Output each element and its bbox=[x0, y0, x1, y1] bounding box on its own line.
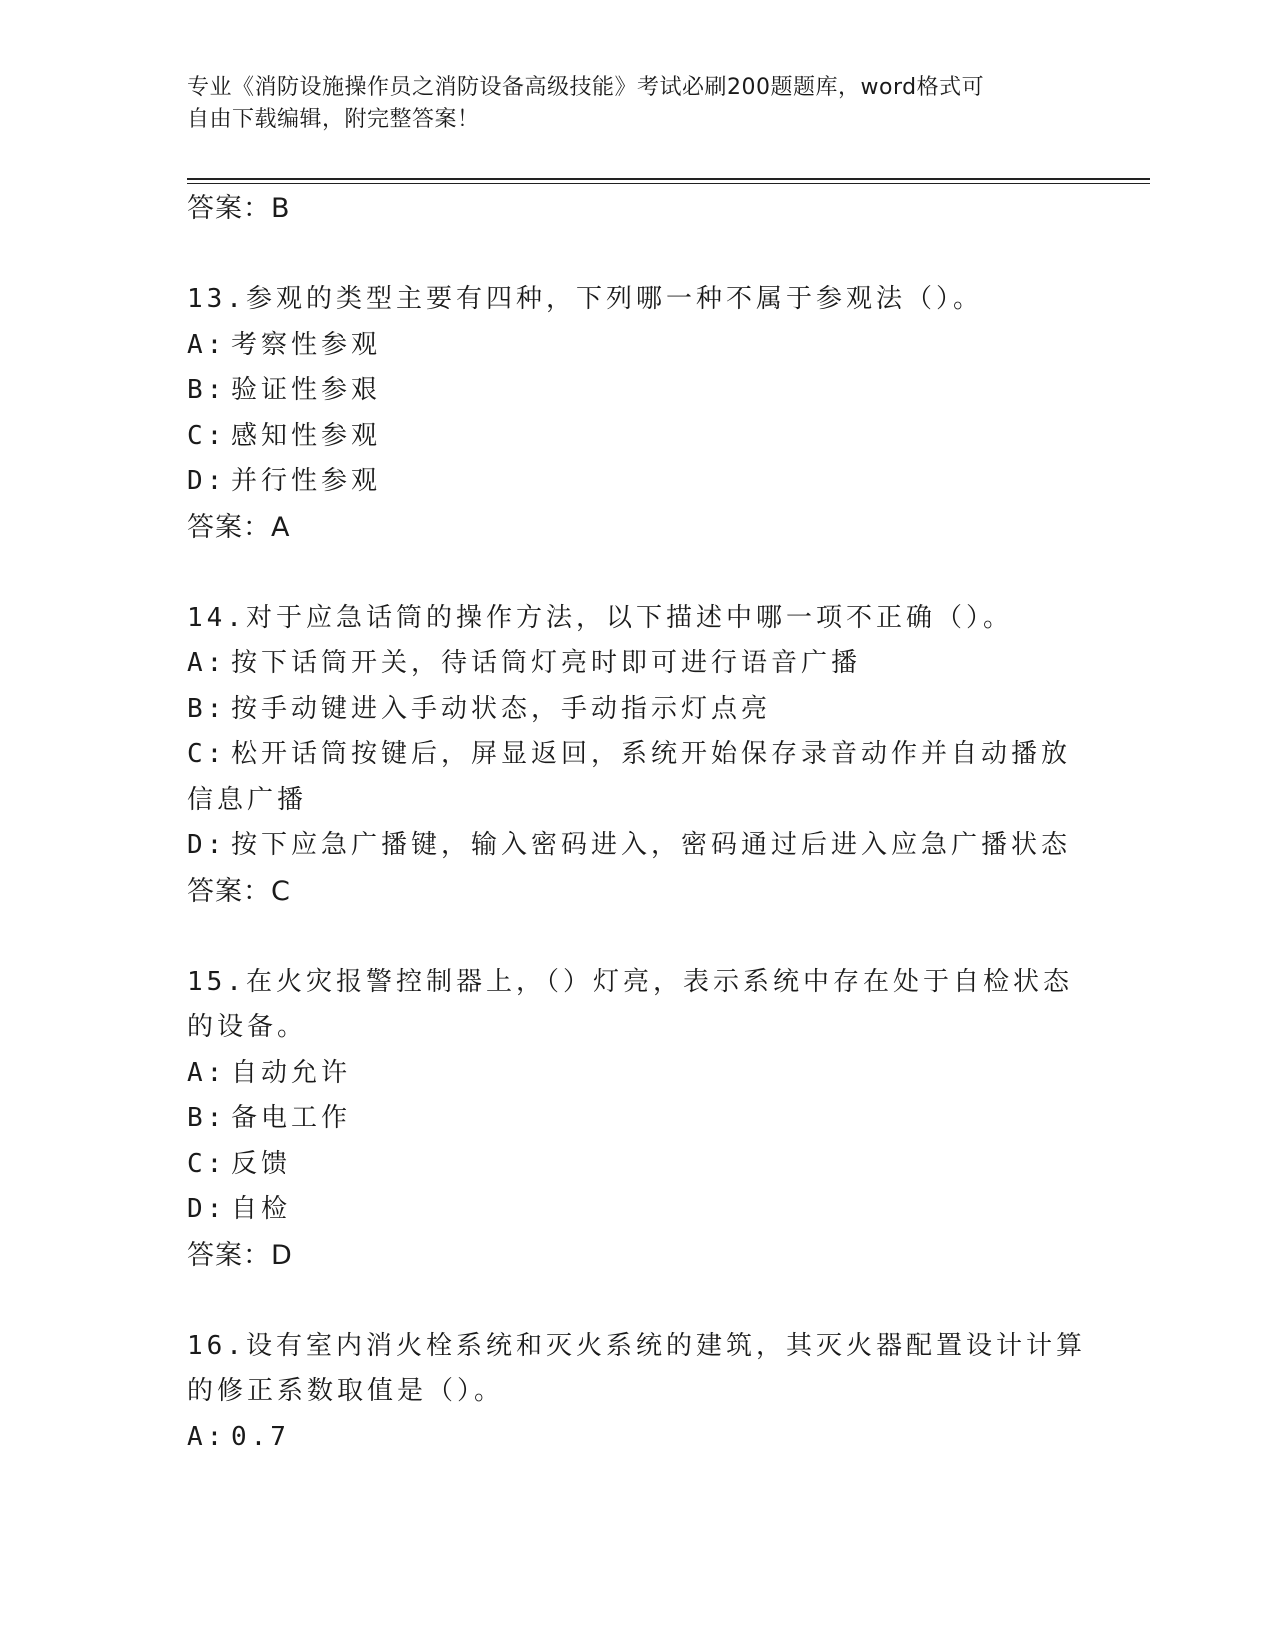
option-c bbox=[187, 414, 1087, 460]
option-text: 并行性参观 bbox=[231, 466, 382, 496]
option-a bbox=[187, 1051, 1087, 1097]
option-letter: B: bbox=[187, 375, 227, 405]
option-letter: C: bbox=[187, 739, 227, 769]
option-text: 0.7 bbox=[231, 1421, 290, 1452]
option-a bbox=[187, 641, 1087, 687]
answer: 答案：C bbox=[187, 875, 291, 907]
option-letter: B: bbox=[187, 1103, 227, 1133]
header-line-2: 自由下载编辑，附完整答案！ bbox=[187, 107, 480, 132]
option-letter: D: bbox=[187, 1194, 227, 1224]
option-d bbox=[187, 459, 1087, 505]
spacer bbox=[187, 551, 1087, 596]
option-text: 备电工作 bbox=[231, 1103, 352, 1133]
option-text: 自动允许 bbox=[231, 1057, 352, 1088]
option-letter: D: bbox=[187, 830, 227, 860]
question-text: 15.在火灾报警控制器上，（）灯亮，表示系统中存在处于自检状态的设备。 bbox=[187, 966, 1073, 1042]
option-letter: A: bbox=[187, 329, 227, 360]
answer: 答案：A bbox=[187, 511, 291, 543]
header-divider-thin bbox=[187, 183, 1150, 184]
option-b bbox=[187, 687, 1087, 733]
option-text: 自检 bbox=[231, 1194, 292, 1224]
option-text: 验证性参艰 bbox=[231, 375, 382, 405]
option-text: 按下话筒开关，待话筒灯亮时即可进行语音广播 bbox=[231, 648, 862, 678]
question-text: 14.对于应急话筒的操作方法，以下描述中哪一项不正确（）。 bbox=[187, 602, 1013, 633]
header-divider-thick bbox=[187, 178, 1150, 180]
option-letter: A: bbox=[187, 1057, 227, 1088]
option-letter: C: bbox=[187, 1148, 227, 1179]
option-d bbox=[187, 823, 1087, 869]
option-letter: A: bbox=[187, 648, 227, 678]
question-13 bbox=[187, 277, 1087, 551]
question-text: 16.设有室内消火栓系统和灭火系统的建筑，其灭火器配置设计计算的修正系数取值是（）。 bbox=[187, 1330, 1086, 1406]
option-text: 感知性参观 bbox=[231, 420, 382, 451]
question-15 bbox=[187, 960, 1087, 1279]
spacer bbox=[187, 1279, 1087, 1324]
header-line-1: 专业《消防设施操作员之消防设备高级技能》考试必刷200题题库，word格式可 bbox=[187, 75, 985, 100]
option-text: 考察性参观 bbox=[231, 329, 382, 360]
option-letter: A: bbox=[187, 1421, 227, 1452]
option-text: 反馈 bbox=[231, 1148, 292, 1179]
option-c bbox=[187, 1142, 1087, 1188]
option-letter: B: bbox=[187, 693, 227, 724]
option-b bbox=[187, 368, 1087, 414]
option-letter: C: bbox=[187, 420, 227, 451]
answer-12: 答案：B bbox=[187, 193, 291, 224]
option-text: 按下应急广播键，输入密码进入，密码通过后进入应急广播状态 bbox=[231, 830, 1072, 860]
question-text: 13.参观的类型主要有四种，下列哪一种不属于参观法（）。 bbox=[187, 284, 983, 314]
option-letter: D: bbox=[187, 466, 227, 496]
option-text: 松开话筒按键后，屏显返回，系统开始保存录音动作并自动播放信息广播 bbox=[187, 739, 1072, 815]
question-14 bbox=[187, 596, 1087, 915]
option-a bbox=[187, 1415, 1087, 1461]
option-d bbox=[187, 1187, 1087, 1233]
question-16 bbox=[187, 1324, 1087, 1461]
document-header bbox=[187, 72, 1087, 136]
answer: 答案：D bbox=[187, 1239, 293, 1271]
question-list bbox=[187, 186, 1087, 1460]
option-a bbox=[187, 323, 1087, 369]
option-text: 按手动键进入手动状态，手动指示灯点亮 bbox=[231, 693, 772, 724]
spacer bbox=[187, 232, 1087, 277]
spacer bbox=[187, 915, 1087, 960]
option-b bbox=[187, 1096, 1087, 1142]
option-c bbox=[187, 732, 1087, 823]
